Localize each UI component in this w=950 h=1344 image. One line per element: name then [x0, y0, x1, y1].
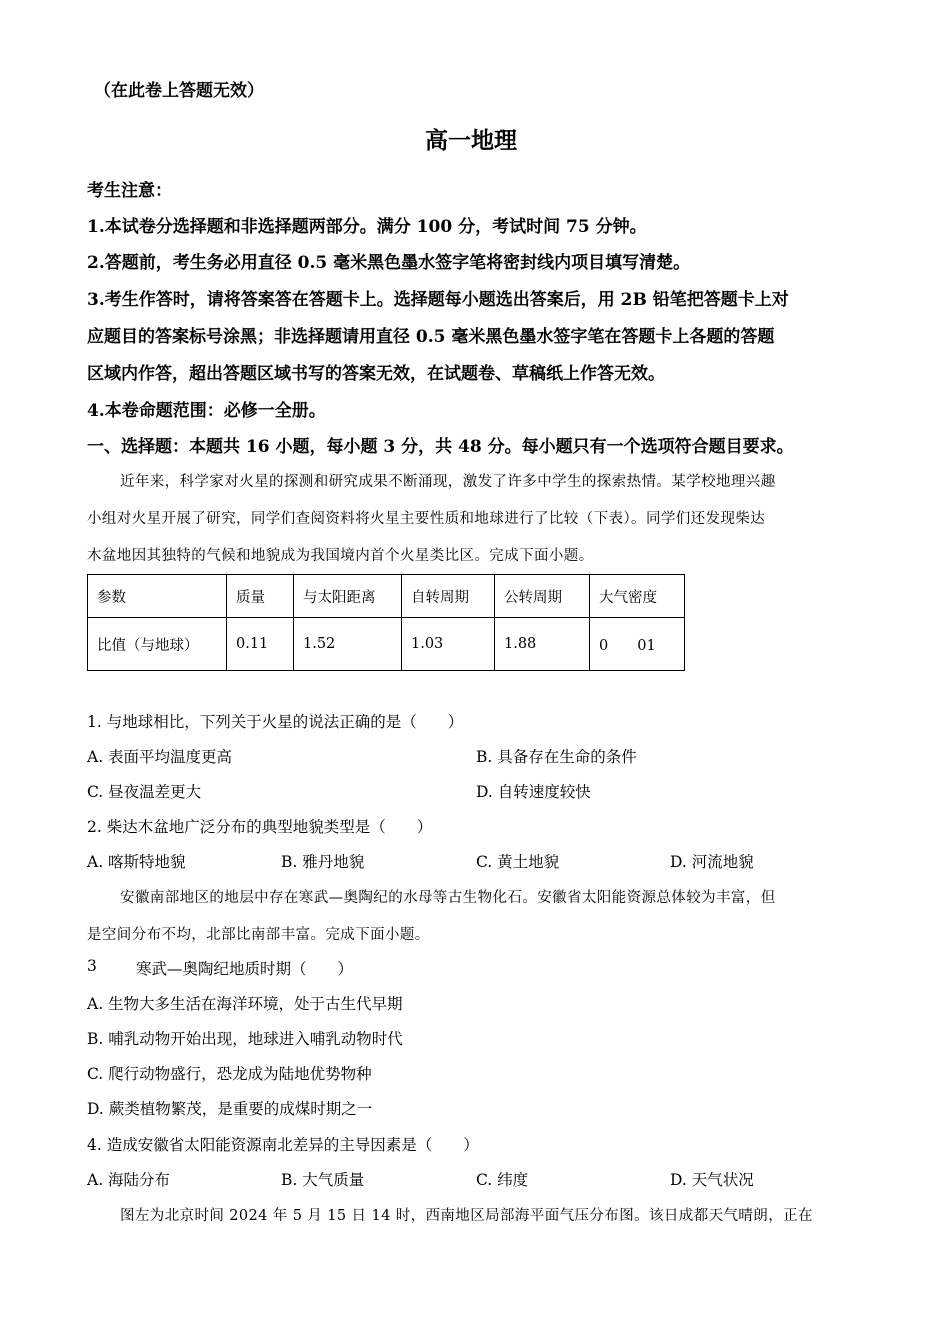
- question-4-option-d[interactable]: D. 天气状况: [670, 1171, 754, 1189]
- question-2-stem: 2. 柴达木盆地广泛分布的典型地貌类型是（ ）: [87, 818, 433, 836]
- table-cell: 1.52: [294, 618, 402, 671]
- table-header-row: [88, 575, 685, 618]
- mars-earth-comparison-table: [87, 574, 685, 671]
- table-header-cell: 参数: [88, 575, 227, 618]
- question-2-option-a[interactable]: A. 喀斯特地貌: [87, 853, 186, 871]
- notice-line-4: 应题目的答案标号涂黑；非选择题请用直径 0.5 毫米黑色墨水签字笔在答题卡上各题的答题: [87, 327, 775, 347]
- table-header-cell: 大气密度: [590, 575, 685, 618]
- passage1-line-2: 小组对火星开展了研究，同学们查阅资料将火星主要性质和地球进行了比较（下表）。同学们还发现柴达: [87, 511, 766, 527]
- question-3-option-c[interactable]: C. 爬行动物盛行，恐龙成为陆地优势物种: [87, 1065, 372, 1083]
- table-cell: 0 01: [590, 618, 685, 671]
- question-4-option-a[interactable]: A. 海陆分布: [87, 1171, 171, 1189]
- passage1-line-3: 木盆地因其独特的气候和地貌成为我国境内首个火星类比区。完成下面小题。: [87, 548, 594, 564]
- question-1-option-c[interactable]: C. 昼夜温差更大: [87, 783, 202, 801]
- question-3-option-a[interactable]: A. 生物大多生活在海洋环境，处于古生代早期: [87, 995, 403, 1013]
- passage3-line-1: 图左为北京时间 2024 年 5 月 15 日 14 时，西南地区局部海平面气压分布图。该日成都天气晴朗，正在: [120, 1208, 813, 1224]
- question-3-number: 3: [87, 957, 97, 975]
- page-title: 高一地理: [425, 127, 517, 154]
- table-header-cell: 自转周期: [402, 575, 495, 618]
- notice-line-3: 3.考生作答时，请将答案答在答题卡上。选择题每小题选出答案后，用 2B 铅笔把答题卡上对: [87, 290, 789, 310]
- question-3-option-d[interactable]: D. 蕨类植物繁茂，是重要的成煤时期之一: [87, 1100, 373, 1118]
- question-4-option-c[interactable]: C. 纬度: [476, 1171, 529, 1189]
- notice-line-2: 2.答题前，考生务必用直径 0.5 毫米黑色墨水签字笔将密封线内项目填写清楚。: [87, 253, 691, 273]
- question-1-option-a[interactable]: A. 表面平均温度更高: [87, 748, 233, 766]
- notice-line-1: 1.本试卷分选择题和非选择题两部分。满分 100 分，考试时间 75 分钟。: [87, 217, 647, 237]
- passage2-line-1: 安徽南部地区的地层中存在寒武—奥陶纪的水母等古生物化石。安徽省太阳能资源总体较为丰富，但: [120, 890, 776, 906]
- question-3-stem: 寒武—奥陶纪地质时期（ ）: [136, 960, 354, 978]
- section-heading: 一、选择题：本题共 16 小题，每小题 3 分，共 48 分。每小题只有一个选项符合题目要求。: [87, 437, 794, 457]
- table-cell: 0.11: [227, 618, 294, 671]
- notice-heading: 考生注意：: [87, 181, 172, 201]
- question-2-option-b[interactable]: B. 雅丹地貌: [281, 853, 365, 871]
- notice-line-5: 区域内作答，超出答题区域书写的答案无效，在试题卷、草稿纸上作答无效。: [87, 364, 665, 384]
- table-header-cell: 质量: [227, 575, 294, 618]
- question-2-option-c[interactable]: C. 黄土地貌: [476, 853, 560, 871]
- question-1-option-d[interactable]: D. 自转速度较快: [476, 783, 591, 801]
- notice-line-6: 4.本卷命题范围：必修一全册。: [87, 401, 326, 421]
- question-4-stem: 4. 造成安徽省太阳能资源南北差异的主导因素是（ ）: [87, 1136, 479, 1154]
- question-3-option-b[interactable]: B. 哺乳动物开始出现，地球进入哺乳动物时代: [87, 1030, 403, 1048]
- question-2-option-d[interactable]: D. 河流地貌: [670, 853, 754, 871]
- table-header-cell: 与太阳距离: [294, 575, 402, 618]
- header-note: （在此卷上答题无效）: [94, 81, 264, 101]
- question-1-option-b[interactable]: B. 具备存在生命的条件: [476, 748, 637, 766]
- question-1-stem: 1. 与地球相比，下列关于火星的说法正确的是（ ）: [87, 713, 464, 731]
- question-4-option-b[interactable]: B. 大气质量: [281, 1171, 365, 1189]
- table-cell: 1.88: [495, 618, 590, 671]
- passage2-line-2: 是空间分布不均，北部比南部丰富。完成下面小题。: [87, 927, 430, 943]
- table-row: [88, 618, 685, 671]
- table-cell: 比值（与地球）: [88, 618, 227, 671]
- table-header-cell: 公转周期: [495, 575, 590, 618]
- passage1-line-1: 近年来，科学家对火星的探测和研究成果不断涌现，激发了许多中学生的探索热情。某学校地理兴趣: [120, 474, 776, 490]
- table-cell: 1.03: [402, 618, 495, 671]
